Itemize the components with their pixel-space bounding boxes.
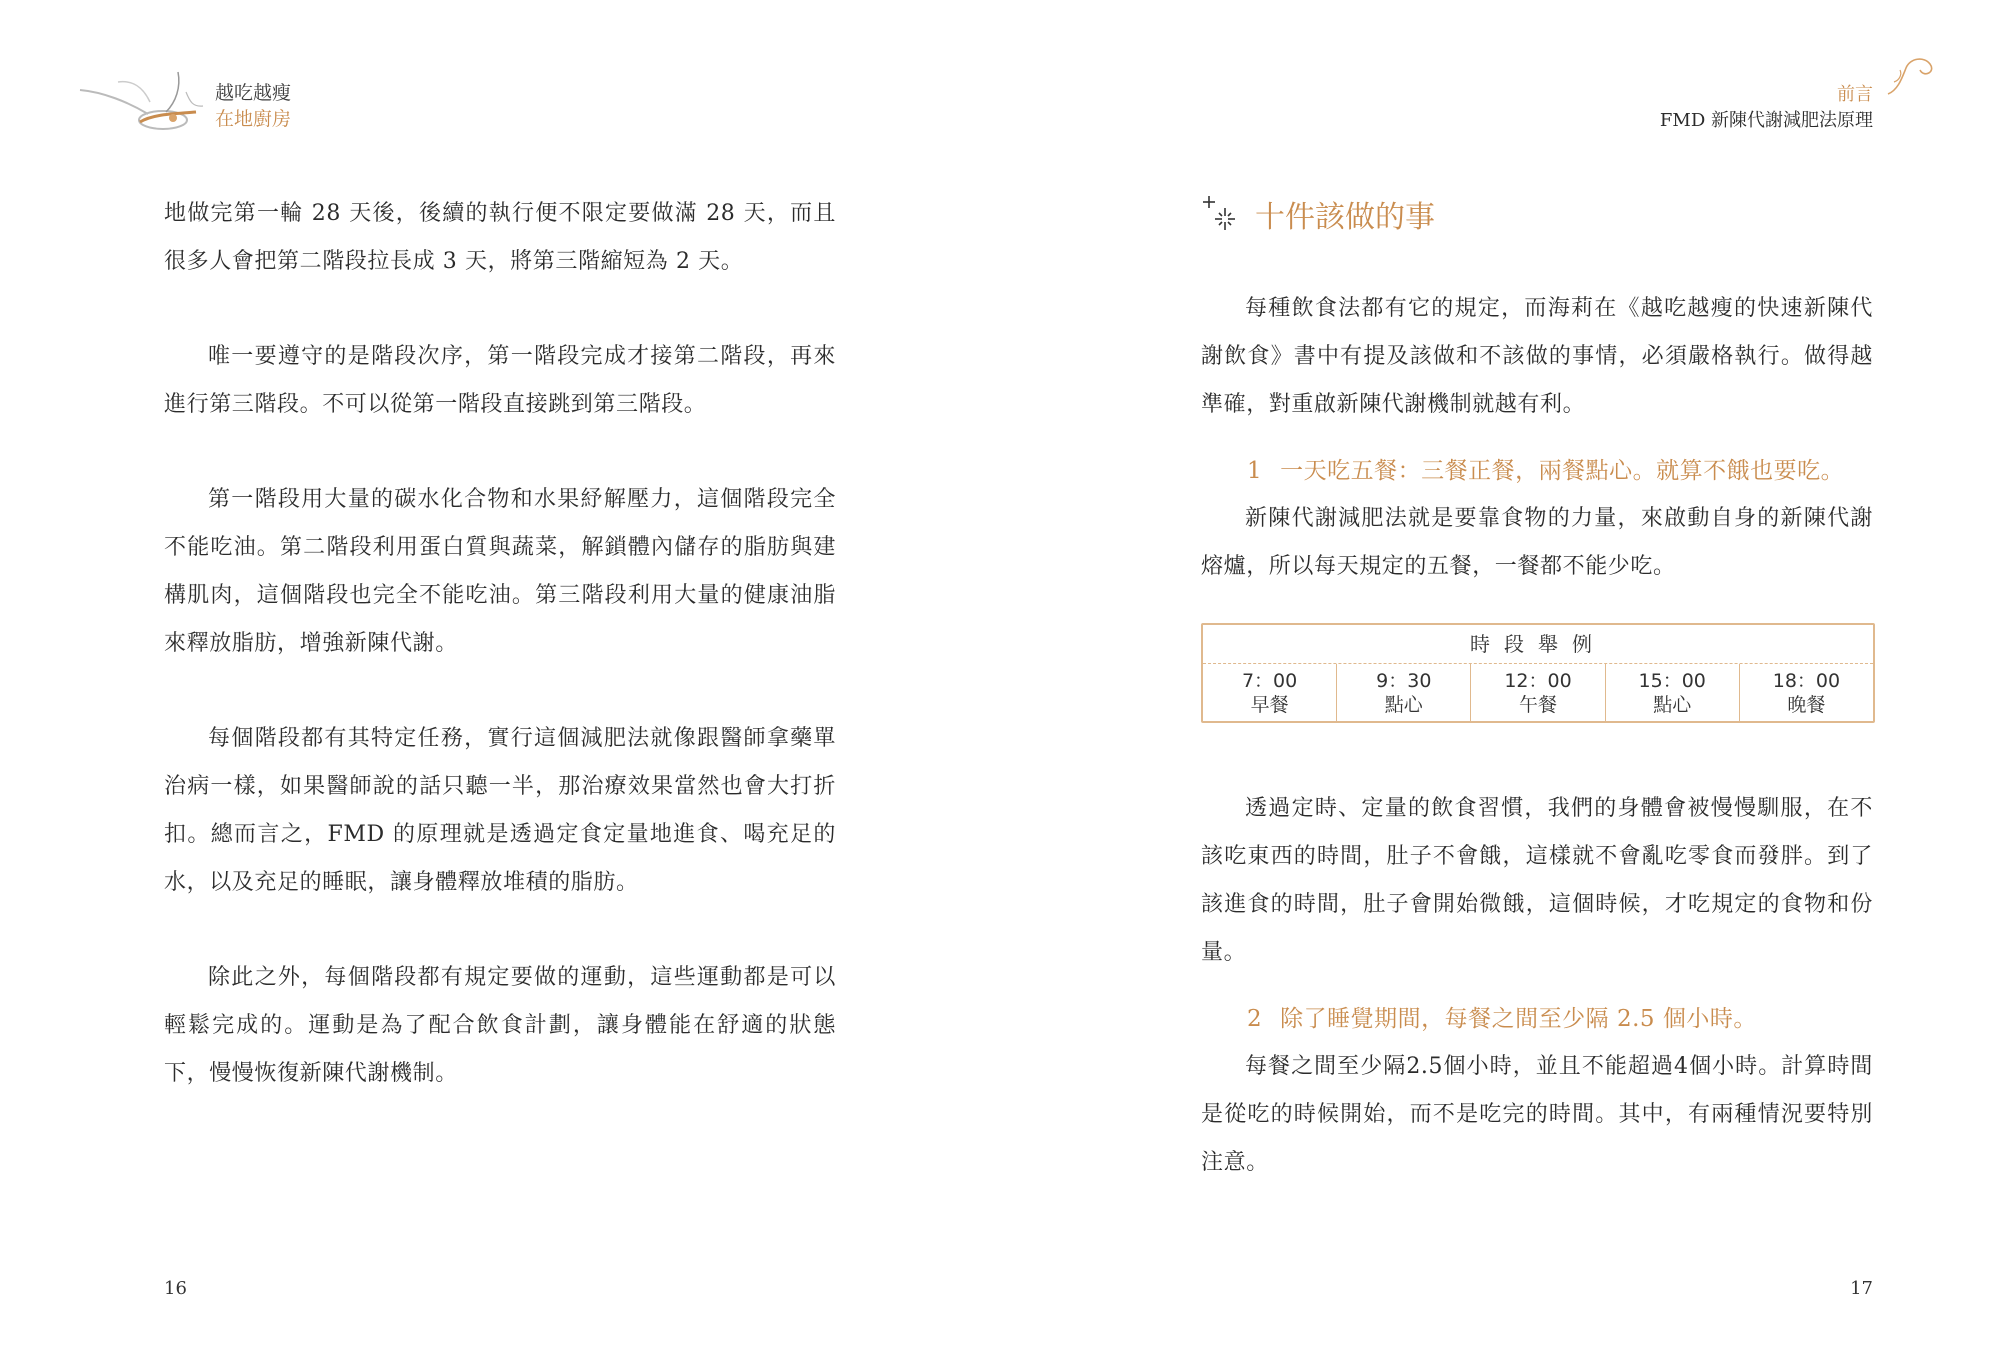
cell-time: 7：00 <box>1241 670 1298 692</box>
cell-time: 18：00 <box>1772 670 1841 692</box>
running-header-left <box>215 80 291 132</box>
schedule-title: 時段舉例 <box>1203 625 1873 664</box>
paragraph: 地做完第一輪 28 天後，後續的執行便不限定要做滿 28 天，而且很多人會把第二階段拉長成 3 天，將第三階縮短為 2 天。 <box>164 201 836 274</box>
running-header-right <box>1660 82 1873 134</box>
section-title: 十件該做的事 <box>1255 200 1435 235</box>
paragraph: 除此之外，每個階段都有規定要做的運動，這些運動都是可以輕鬆完成的。運動是為了配合飲食計劃，讓身體能在舒適的狀態下，慢慢恢復新陳代謝機制。 <box>164 965 836 1086</box>
chapter-title: FMD 新陳代謝減肥法原理 <box>1659 110 1873 131</box>
schedule-cell <box>1605 664 1739 721</box>
book-title: 越吃越瘦 <box>215 82 292 104</box>
cell-time: 9：30 <box>1376 670 1432 692</box>
schedule-cell <box>1203 664 1336 721</box>
schedule-cell <box>1470 664 1604 721</box>
page-number: 16 <box>164 1278 187 1299</box>
item-heading <box>1201 995 1873 1043</box>
item-heading-text: 除了睡覺期間，每餐之間至少隔 2.5 個小時。 <box>1280 1006 1757 1032</box>
item-heading <box>1201 447 1873 495</box>
chapter-label: 前言 <box>1837 84 1873 105</box>
paragraph: 第一階段用大量的碳水化合物和水果紓解壓力，這個階段完全不能吃油。第二階段利用蛋白質與蔬菜，解鎖體內儲存的脂肪與建構肌肉，這個階段也完全不能吃油。第三階段利用大量的健康油脂來釋放脂肪，增強新陳代謝。 <box>164 487 836 656</box>
section-heading <box>1201 190 1873 238</box>
right-body <box>1201 190 1873 1187</box>
cell-time: 12：00 <box>1504 670 1572 692</box>
book-subtitle: 在地廚房 <box>215 108 292 130</box>
item-heading-text: 一天吃五餐：三餐正餐，兩餐點心。就算不餓也要吃。 <box>1280 458 1845 484</box>
paragraph: 透過定時、定量的飲食習慣，我們的身體會被慢慢馴服，在不該吃東西的時間，肚子不會餓，這樣就不會亂吃零食而發胖。到了該進食的時間，肚子會開始微餓，這個時候，才吃規定的食物和份量。 <box>1201 796 1873 965</box>
page-number: 17 <box>1850 1278 1873 1299</box>
spoon-logo-icon <box>78 62 208 132</box>
cell-time: 15：00 <box>1638 670 1706 692</box>
cell-meal: 午餐 <box>1519 694 1558 716</box>
schedule-cell <box>1739 664 1873 721</box>
item-number: 1 <box>1247 458 1263 484</box>
item-number: 2 <box>1247 1006 1263 1032</box>
paragraph: 每種飲食法都有它的規定，而海莉在《越吃越瘦的快速新陳代謝飲食》書中有提及該做和不該做的事情，必須嚴格執行。做得越準確，對重啟新陳代謝機制就越有利。 <box>1201 296 1873 417</box>
right-page <box>1004 0 2008 1359</box>
paragraph: 每個階段都有其特定任務，實行這個減肥法就像跟醫師拿藥單治病一樣，如果醫師說的話只聽一半，那治療效果當然也會大打折扣。總而言之，FMD 的原理就是透過定食定量地進食、喝充足的水，以及充足的睡眠，讓身體釋放堆積的脂肪。 <box>164 726 836 895</box>
schedule-cell <box>1336 664 1470 721</box>
cell-meal: 早餐 <box>1250 694 1289 716</box>
schedule-row <box>1203 664 1873 721</box>
cell-meal: 點心 <box>1384 694 1423 716</box>
paragraph: 每餐之間至少隔2.5個小時，並且不能超過4個小時。計算時間是從吃的時候開始，而不是吃完的時間。其中，有兩種情況要特別注意。 <box>1201 1054 1873 1175</box>
swirl-ornament-icon <box>1884 52 1944 102</box>
cell-meal: 晚餐 <box>1787 694 1826 716</box>
left-body <box>164 190 836 1098</box>
sparkle-icon <box>1201 194 1241 234</box>
cell-meal: 點心 <box>1653 694 1692 716</box>
paragraph: 新陳代謝減肥法就是要靠食物的力量，來啟動自身的新陳代謝熔爐，所以每天規定的五餐，一餐都不能少吃。 <box>1201 506 1873 579</box>
schedule-table <box>1201 623 1875 723</box>
paragraph: 唯一要遵守的是階段次序，第一階段完成才接第二階段，再來進行第三階段。不可以從第一階段直接跳到第三階段。 <box>164 344 836 417</box>
